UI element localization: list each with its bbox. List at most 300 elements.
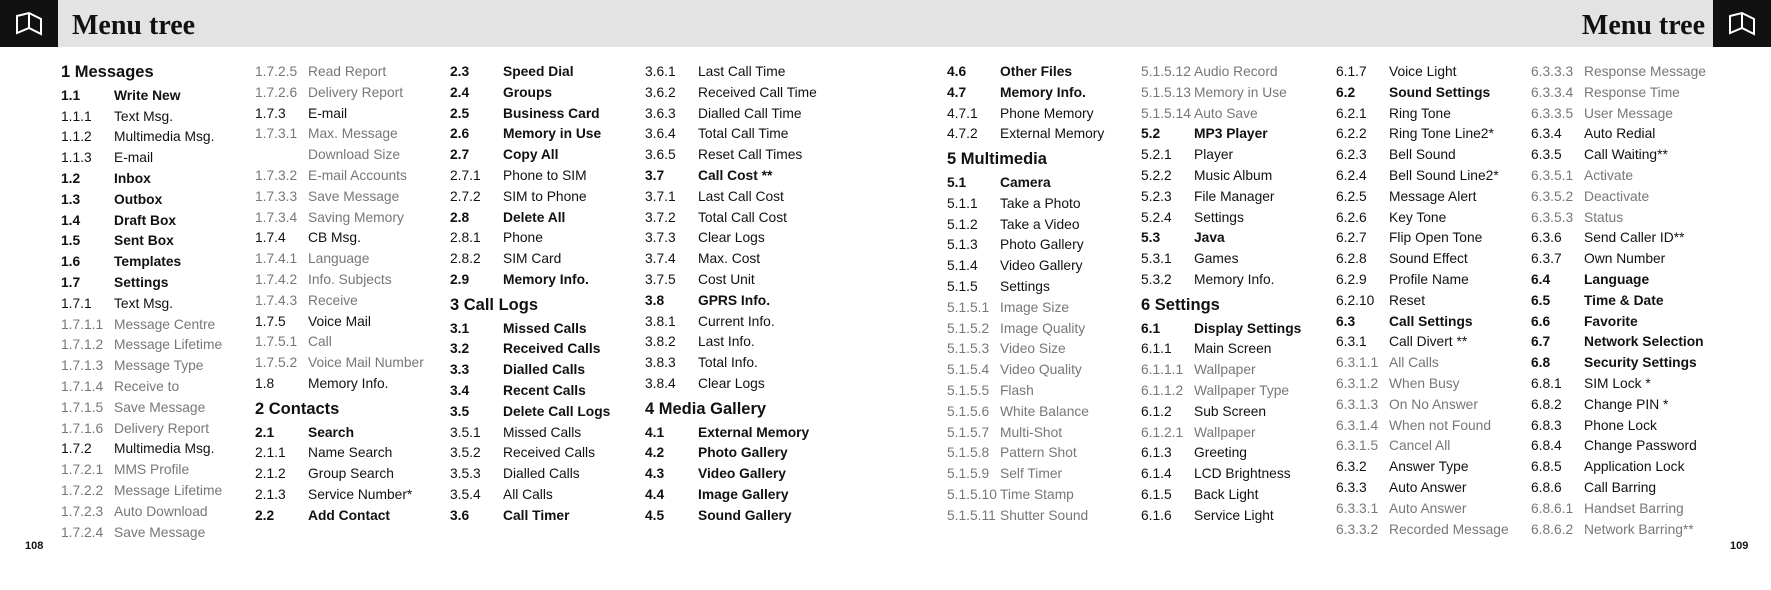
menu-item-label: Business Card [503, 105, 600, 121]
menu-item [1141, 249, 1331, 270]
menu-item-label: Deactivate [1584, 188, 1650, 204]
menu-item-number: 6.8.4 [1531, 438, 1562, 454]
menu-item-label: Language [1584, 271, 1650, 287]
menu-item-number: 6.5 [1531, 292, 1551, 308]
menu-item-label: Max. Message [308, 126, 398, 142]
menu-item-label: User Message [1584, 105, 1673, 121]
menu-item [255, 270, 445, 291]
menu-item-label: Delivery Report [308, 84, 404, 100]
menu-item-number: 2.6 [450, 126, 470, 142]
menu-item-label: Video Size [1000, 341, 1066, 357]
menu-item-label: All Calls [1389, 355, 1439, 371]
menu-item [947, 423, 1137, 444]
menu-item [255, 312, 445, 333]
menu-item [645, 249, 835, 270]
menu-item [947, 381, 1137, 402]
menu-item [1141, 485, 1331, 506]
menu-item-label: Templates [114, 254, 182, 270]
menu-item-label: Received Call Time [698, 84, 817, 100]
menu-item-number: 1.7.3.1 [255, 126, 298, 142]
menu-item [255, 332, 445, 353]
menu-item-number: 6.4 [1531, 271, 1551, 287]
menu-item [1336, 520, 1526, 541]
menu-item [1141, 124, 1331, 145]
menu-item [450, 104, 640, 125]
menu-item [450, 360, 640, 381]
menu-item [1141, 381, 1331, 402]
menu-item-number: 6.1.3 [1141, 445, 1172, 461]
menu-item [1141, 104, 1331, 125]
menu-item [947, 443, 1137, 464]
menu-item-number: 5.1.5.11 [947, 507, 996, 523]
menu-item-label: Own Number [1584, 251, 1666, 267]
menu-item-number: 6.1.6 [1141, 507, 1172, 523]
menu-item [1141, 145, 1331, 166]
menu-item-label: Last Call Time [698, 64, 786, 79]
menu-item-label: E-mail Accounts [308, 167, 407, 183]
menu-item-label: Last Call Cost [698, 188, 784, 204]
menu-item-label: Download Size [308, 147, 401, 163]
menu-item-number: 1.1 [61, 87, 81, 103]
menu-item-number: 3.7.2 [645, 209, 676, 225]
menu-item-label: File Manager [1194, 188, 1275, 204]
menu-item-label: Call Waiting** [1584, 147, 1668, 163]
menu-item [947, 173, 1137, 194]
menu-item-number: 3.7 [645, 167, 665, 183]
menu-item-label: Multi-Shot [1000, 424, 1063, 440]
menu-item-label: Service Light [1194, 507, 1274, 523]
menu-item [61, 86, 251, 107]
menu-item-label: Handset Barring [1584, 500, 1684, 516]
menu-item-number: 5.1.5.9 [947, 466, 990, 482]
menu-item-label: Main Screen [1194, 341, 1272, 357]
menu-item-number: 1.1.3 [61, 150, 92, 166]
menu-item-number: 1.7.2.1 [61, 462, 104, 478]
menu-item-number: 3.5 [450, 403, 470, 419]
menu-item-number: 1.7.1.5 [61, 399, 104, 415]
menu-item-number: 1.4 [61, 212, 81, 228]
menu-item [1531, 395, 1721, 416]
menu-item-number: 6.1.4 [1141, 466, 1172, 482]
menu-item [947, 83, 1137, 104]
menu-item-label: E-mail [308, 105, 348, 121]
menu-item [1531, 457, 1721, 478]
menu-item-label: Receive [308, 292, 358, 308]
menu-item-label: Text Msg. [114, 108, 174, 124]
menu-item [645, 423, 835, 444]
menu-item [1531, 332, 1721, 353]
menu-item [1336, 499, 1526, 520]
menu-item-number: 6.3.1.5 [1336, 438, 1379, 454]
menu-item-label: Text Msg. [114, 295, 174, 311]
menu-item-label: Status [1584, 209, 1624, 225]
menu-item-label: Save Message [114, 524, 206, 540]
menu-item [1336, 374, 1526, 395]
menu-item-label: Auto Download [114, 503, 208, 519]
menu-item [1531, 145, 1721, 166]
menu-column-3 [450, 62, 640, 527]
menu-item-label: Settings [114, 274, 169, 290]
menu-item-number: 3.5.4 [450, 486, 481, 502]
menu-item-number: 1.7.4.1 [255, 251, 298, 267]
menu-item-number: 6.1.2 [1141, 403, 1172, 419]
menu-item [61, 502, 251, 523]
menu-item-label: Call [308, 334, 332, 350]
menu-item [1531, 436, 1721, 457]
menu-item [450, 319, 640, 340]
menu-item-label: SIM Lock * [1584, 375, 1651, 391]
menu-item [1531, 478, 1721, 499]
menu-item [645, 270, 835, 291]
menu-item [645, 124, 835, 145]
menu-item-number: 6.3.4 [1531, 126, 1562, 142]
menu-item-label: Call Barring [1584, 479, 1657, 495]
menu-item-number: 6.3.1 [1336, 334, 1367, 350]
menu-item-number: 3.7.3 [645, 230, 676, 246]
menu-item [1336, 208, 1526, 229]
menu-item-number: 5.3 [1141, 230, 1161, 246]
menu-item-number: 5.2.1 [1141, 147, 1172, 163]
menu-item-number: 2.1.3 [255, 486, 286, 502]
menu-item [1531, 83, 1721, 104]
menu-item [450, 145, 640, 166]
menu-item-number: 1.7.3 [255, 105, 286, 121]
menu-item-label: Write New [114, 87, 181, 103]
menu-item [645, 464, 835, 485]
menu-item-label: Image Gallery [698, 486, 789, 502]
menu-item [645, 443, 835, 464]
menu-item-number: 1.5 [61, 233, 81, 249]
menu-item-label: Auto Save [1194, 105, 1258, 121]
menu-item-label: Bell Sound [1389, 147, 1456, 163]
menu-item [947, 124, 1137, 145]
menu-item [255, 443, 445, 464]
menu-item-label: Call Timer [503, 507, 570, 523]
menu-item-label: Bell Sound Line2* [1389, 167, 1499, 183]
menu-item-number: 1.7.1.6 [61, 420, 104, 436]
section-heading: 4 Media Gallery [645, 399, 767, 418]
menu-item-number: 4.1 [645, 424, 665, 440]
menu-item [450, 381, 640, 402]
menu-item-label: Favorite [1584, 313, 1638, 329]
menu-item-label: Received Calls [503, 445, 596, 461]
menu-item [1141, 208, 1331, 229]
menu-item [1336, 145, 1526, 166]
menu-item-number: 4.7.2 [947, 126, 978, 142]
menu-item-label: Greeting [1194, 445, 1247, 461]
menu-item [645, 83, 835, 104]
menu-item-number: 4.2 [645, 445, 665, 461]
menu-item-label: Cancel All [1389, 438, 1451, 454]
menu-item-number: 2.1 [255, 424, 275, 440]
menu-column-5 [947, 62, 1137, 527]
menu-item-label: Clear Logs [698, 230, 765, 246]
menu-item-label: Speed Dial [503, 64, 574, 79]
menu-item-label: Max. Cost [698, 251, 761, 267]
menu-item [61, 127, 251, 148]
menu-item-number: 1.1.2 [61, 129, 92, 145]
menu-item-number: 6.8 [1531, 355, 1551, 371]
menu-item-number: 6.7 [1531, 334, 1551, 350]
menu-item-number: 5.2.3 [1141, 188, 1172, 204]
menu-item-number: 2.7.2 [450, 188, 481, 204]
menu-item [61, 377, 251, 398]
menu-item-number: 6.3.1.3 [1336, 396, 1379, 412]
menu-item-label: Recent Calls [503, 382, 586, 398]
menu-item-label: Player [1194, 147, 1234, 163]
menu-item-label: Change Password [1584, 438, 1697, 454]
menu-item-number: 5.2.2 [1141, 167, 1172, 183]
menu-item-label: Phone to SIM [503, 167, 587, 183]
menu-item-label: On No Answer [1389, 396, 1478, 412]
menu-item-number: 1.7.4.3 [255, 292, 298, 308]
menu-item [645, 208, 835, 229]
menu-item-number: 6.3.3.2 [1336, 521, 1379, 537]
menu-item-label: Add Contact [308, 507, 391, 523]
menu-item-label: External Memory [698, 424, 810, 440]
menu-item-number: 3.6.3 [645, 105, 676, 121]
menu-item-label: Take a Photo [1000, 195, 1081, 211]
menu-item [1531, 520, 1721, 541]
menu-item-number: 6.8.2 [1531, 396, 1562, 412]
menu-item-number: 6.1.1.2 [1141, 382, 1184, 398]
menu-item-number: 3.8.3 [645, 355, 676, 371]
menu-item-number: 2.9 [450, 271, 470, 287]
menu-item-number: 1.7.3.3 [255, 188, 298, 204]
menu-item-label: Clear Logs [698, 375, 765, 391]
menu-item [1336, 291, 1526, 312]
menu-item-label: Copy All [503, 147, 559, 163]
menu-item-number: 6.1 [1141, 320, 1161, 336]
menu-item [1141, 62, 1331, 83]
menu-item-number: 1.7.1.3 [61, 358, 104, 374]
menu-item-number: 3.6.1 [645, 64, 676, 79]
menu-item [61, 211, 251, 232]
menu-item-label: Pattern Shot [1000, 445, 1077, 461]
menu-item [255, 145, 445, 166]
menu-item-label: Multimedia Msg. [114, 441, 215, 457]
menu-item [255, 464, 445, 485]
menu-item-number: 4.3 [645, 466, 665, 482]
menu-item-label: All Calls [503, 486, 553, 502]
menu-item-label: Audio Record [1194, 64, 1278, 79]
menu-item [1336, 457, 1526, 478]
menu-item [645, 187, 835, 208]
menu-item-label: Cost Unit [698, 271, 755, 287]
page-title-right: Menu tree [1581, 10, 1705, 41]
menu-item [1336, 124, 1526, 145]
menu-item [61, 107, 251, 128]
menu-item-number: 3.8.2 [645, 334, 676, 350]
section-heading: 5 Multimedia [947, 150, 1047, 169]
menu-item-number: 1.7.3.4 [255, 209, 298, 225]
menu-item [1336, 249, 1526, 270]
menu-item [1531, 249, 1721, 270]
menu-item-number: 5.1.2 [947, 216, 978, 232]
menu-item [1141, 228, 1331, 249]
menu-item-label: Memory Info. [503, 271, 589, 287]
menu-item [645, 62, 835, 83]
menu-item-number: 2.4 [450, 84, 470, 100]
menu-item-label: Memory Info. [308, 375, 389, 391]
menu-item [947, 104, 1137, 125]
menu-item-label: Ring Tone [1389, 105, 1451, 121]
menu-item-number: 2.1.1 [255, 445, 286, 461]
menu-item [61, 315, 251, 336]
menu-item [947, 235, 1137, 256]
menu-item [645, 312, 835, 333]
menu-item-label: Received Calls [503, 341, 601, 357]
menu-item-label: Missed Calls [503, 320, 587, 336]
menu-item-number: 6.2.7 [1336, 230, 1367, 246]
menu-item [61, 460, 251, 481]
menu-item [1336, 270, 1526, 291]
section-heading: 6 Settings [1141, 295, 1220, 314]
menu-item-number: 2.8.2 [450, 251, 481, 267]
menu-item-number: 3.6.2 [645, 84, 676, 100]
menu-item-number: 6.3 [1336, 313, 1356, 329]
menu-item-label: Key Tone [1389, 209, 1447, 225]
menu-item-number: 6.2.9 [1336, 271, 1367, 287]
menu-item-label: Video Quality [1000, 362, 1082, 378]
menu-item [61, 481, 251, 502]
menu-item-label: Profile Name [1389, 271, 1469, 287]
menu-item [61, 190, 251, 211]
menu-item-label: Answer Type [1389, 459, 1469, 475]
menu-item-label: Phone Memory [1000, 105, 1094, 121]
menu-item-number: 3.8 [645, 292, 665, 308]
menu-item [645, 353, 835, 374]
menu-item [1531, 353, 1721, 374]
menu-item-label: Wallpaper Type [1194, 382, 1290, 398]
menu-item-label: Memory in Use [503, 126, 602, 142]
menu-item [255, 104, 445, 125]
menu-item [1336, 166, 1526, 187]
menu-item-number: 5.2 [1141, 126, 1161, 142]
menu-item [645, 228, 835, 249]
menu-item [645, 104, 835, 125]
menu-item [1531, 124, 1721, 145]
menu-item [450, 62, 640, 83]
menu-item-label: Sound Gallery [698, 507, 792, 523]
menu-item-number: 6.2.4 [1336, 167, 1367, 183]
menu-item-number: 6.6 [1531, 313, 1551, 329]
menu-item-number: 2.3 [450, 64, 470, 79]
menu-item-number: 6.3.3.1 [1336, 500, 1379, 516]
menu-item-label: White Balance [1000, 403, 1089, 419]
menu-column-4 [645, 62, 835, 527]
menu-item-label: Auto Answer [1389, 479, 1467, 495]
menu-item-label: Application Lock [1584, 459, 1685, 475]
menu-item-label: Inbox [114, 170, 151, 186]
menu-item-label: Auto Redial [1584, 126, 1656, 142]
menu-item [645, 332, 835, 353]
menu-item [1141, 339, 1331, 360]
book-icon [0, 0, 58, 47]
menu-item-number: 4.5 [645, 507, 665, 523]
menu-column-1 [61, 62, 251, 543]
menu-item [1531, 62, 1721, 83]
menu-item-number: 2.7.1 [450, 167, 481, 183]
menu-item-number: 6.3.1.1 [1336, 355, 1379, 371]
menu-item-number: 6.3.3.5 [1531, 105, 1574, 121]
menu-item-label: Delivery Report [114, 420, 210, 436]
menu-item-label: Multimedia Msg. [114, 129, 215, 145]
menu-item-number: 6.8.5 [1531, 459, 1562, 475]
menu-item-number: 6.8.6.2 [1531, 521, 1574, 537]
menu-item-number: 2.8.1 [450, 230, 481, 246]
menu-item-number: 5.1.4 [947, 258, 978, 274]
menu-item [1336, 104, 1526, 125]
menu-item-number: 3.6.5 [645, 147, 676, 163]
menu-item [645, 166, 835, 187]
menu-item-number: 5.2.4 [1141, 209, 1172, 225]
menu-item-label: Network Selection [1584, 334, 1704, 350]
menu-item [450, 402, 640, 423]
menu-item-label: External Memory [1000, 126, 1105, 142]
menu-item-label: Message Centre [114, 316, 216, 332]
menu-item [255, 228, 445, 249]
menu-item-number: 1.7.5.1 [255, 334, 298, 350]
section-heading: 2 Contacts [255, 399, 340, 418]
menu-item-label: Phone Lock [1584, 417, 1657, 433]
menu-item-number: 1.7.4 [255, 230, 286, 246]
menu-item-number: 6.1.7 [1336, 64, 1367, 79]
menu-item-number: 1.7.4.2 [255, 271, 298, 287]
menu-item-label: Outbox [114, 191, 163, 207]
menu-item-number: 3.7.5 [645, 271, 676, 287]
menu-item-number: 1.7.2 [61, 441, 92, 457]
menu-item-number: 4.6 [947, 64, 967, 79]
menu-item-number: 6.2.1 [1336, 105, 1367, 121]
menu-item-label: Delete Call Logs [503, 403, 611, 419]
menu-item-number: 1.7.5.2 [255, 355, 298, 371]
menu-item [1141, 319, 1331, 340]
menu-item [61, 148, 251, 169]
menu-item [255, 83, 445, 104]
menu-item [1141, 464, 1331, 485]
menu-item [61, 439, 251, 460]
menu-item-number: 5.1.5.14 [1141, 105, 1191, 121]
menu-item-number: 1.7 [61, 274, 81, 290]
menu-item [450, 485, 640, 506]
menu-item-number: 5.1 [947, 174, 967, 190]
menu-item-label: GPRS Info. [698, 292, 771, 308]
menu-item-label: Search [308, 424, 355, 440]
menu-item-number: 6.3.5.2 [1531, 188, 1574, 204]
menu-item-number: 4.4 [645, 486, 665, 502]
menu-item [1531, 228, 1721, 249]
menu-item-number: 6.8.1 [1531, 375, 1562, 391]
menu-item-number: 6.3.7 [1531, 251, 1562, 267]
menu-item-number: 5.1.5.12 [1141, 64, 1191, 79]
menu-item-label: Change PIN * [1584, 396, 1669, 412]
menu-item-label: Call Settings [1389, 313, 1473, 329]
menu-item-label: Response Time [1584, 84, 1680, 100]
menu-item-number: 3.5.1 [450, 424, 481, 440]
menu-item-number: 6.1.2.1 [1141, 424, 1184, 440]
menu-item [450, 124, 640, 145]
menu-item [1141, 506, 1331, 527]
menu-item [1336, 62, 1526, 83]
menu-item [255, 187, 445, 208]
menu-item-label: Wallpaper [1194, 424, 1256, 440]
menu-item-number: 1.7.2.2 [61, 482, 104, 498]
menu-item-label: Sound Effect [1389, 251, 1468, 267]
menu-item [1531, 187, 1721, 208]
menu-item-label: Display Settings [1194, 320, 1302, 336]
menu-item-label: Response Message [1584, 64, 1706, 79]
